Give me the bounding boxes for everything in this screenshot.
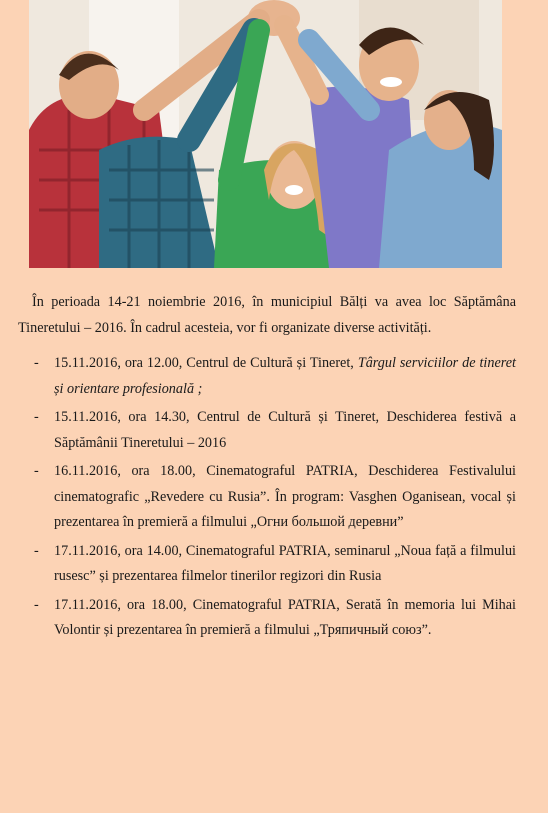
event-text: 15.11.2016, ora 12.00, Centrul de Cultură și Tineret, [54,355,358,371]
events-list [18,351,516,644]
event-text: 17.11.2016, ora 18.00, Cinematograful PATRIA, Serată în memoria lui Mihai Volontir și prezentarea în premieră a filmului „Тряпичный союз”. [54,596,516,638]
bullet-dash: - [34,596,39,613]
event-italic-text: Târgul serviciilor de tineret și orientare profesională ; [54,355,516,397]
event-text: 15.11.2016, ora 14.30, Centrul de Cultură și Tineret, Deschiderea festivă a Săptămânii Tineretului – 2016 [54,409,516,451]
bullet-dash: - [34,355,39,371]
hero-photo [29,0,502,268]
list-item [18,351,516,402]
article-body [18,290,516,647]
list-item [18,459,516,536]
intro-paragraph: În perioada 14-21 noiembrie 2016, în municipiul Bălți va avea loc Săptămâna Tineretului – 2016. În cadrul acesteia, vor fi organizate diverse activități. [18,294,516,336]
list-item [18,539,516,590]
list-item [18,593,516,644]
bullet-dash: - [34,409,39,425]
list-item [18,405,516,456]
event-text: 16.11.2016, ora 18.00, Cinematograful PATRIA, Deschiderea Festivalului cinematografic „Revedere cu Rusia”. În program: Vasghen Oganisean, vocal și prezentarea în premieră a filmului „Огни большой деревни” [54,463,516,530]
photo-illustration [29,0,502,268]
event-text: 17.11.2016, ora 14.00, Cinematograful PATRIA, seminarul „Noua față a filmului rusesc” și prezentarea filmelor tinerilor regizori din Rusia [54,542,516,584]
bullet-dash: - [34,463,39,479]
bullet-dash: - [34,542,39,559]
